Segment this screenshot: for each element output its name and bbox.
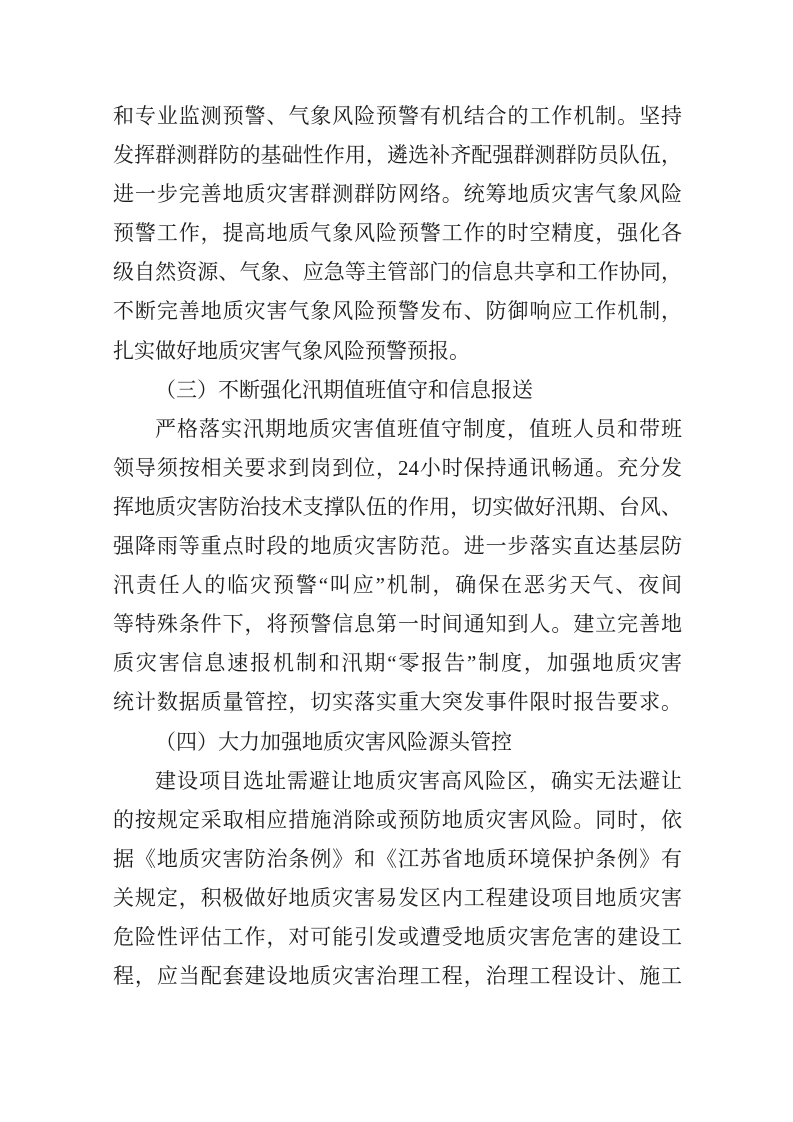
- text-line: 质灾害信息速报机制和汛期“零报告”制度，加强地质灾害: [113, 651, 682, 676]
- text-line: 挥地质灾害防治技术支撑队伍的作用，切实做好汛期、台风、: [113, 494, 682, 519]
- text-line: 据《地质灾害防治条例》和《江苏省地质环境保护条例》有: [113, 846, 682, 871]
- text-line: 预警工作，提高地质气象风险预警工作的时空精度，强化各: [113, 221, 682, 246]
- text-line: 领导须按相关要求到岗到位，24小时保持通讯畅通。充分发: [113, 455, 682, 480]
- text-line: 扎实做好地质灾害气象风险预警预报。: [113, 338, 470, 363]
- text-line: 危险性评估工作，对可能引发或遭受地质灾害危害的建设工: [113, 924, 682, 949]
- text-line: 和专业监测预警、气象风险预警有机结合的工作机制。坚持: [113, 104, 682, 128]
- text-line: 建设项目选址需避让地质灾害高风险区，确实无法避让: [155, 768, 682, 793]
- text-line: 统计数据质量管控，切实落实重大突发事件限时报告要求。: [113, 690, 682, 715]
- text-line: 关规定，积极做好地质灾害易发区内工程建设项目地质灾害: [113, 885, 682, 910]
- text-line: 等特殊条件下，将预警信息第一时间通知到人。建立完善地: [113, 612, 682, 637]
- section-heading: （四）大力加强地质灾害风险源头管控: [155, 729, 512, 754]
- text-line: 汛责任人的临灾预警“叫应”机制，确保在恶劣天气、夜间: [113, 573, 682, 598]
- text-line: 发挥群测群防的基础性作用，遴选补齐配强群测群防员队伍，: [113, 143, 682, 168]
- text-line: 强降雨等重点时段的地质灾害防范。进一步落实直达基层防: [113, 534, 682, 559]
- text-line: 进一步完善地质灾害群测群防网络。统筹地质灾害气象风险: [113, 182, 682, 207]
- text-line: 严格落实汛期地质灾害值班值守制度，值班人员和带班: [155, 416, 682, 441]
- text-line: 级自然资源、气象、应急等主管部门的信息共享和工作协同，: [113, 260, 682, 285]
- text-line: 的按规定采取相应措施消除或预防地质灾害风险。同时，依: [113, 807, 682, 832]
- text-line: 不断完善地质灾害气象风险预警发布、防御响应工作机制，: [113, 299, 682, 324]
- document-text-block: [113, 97, 682, 996]
- section-heading: （三）不断强化汛期值班值守和信息报送: [155, 377, 533, 402]
- text-line: 程，应当配套建设地质灾害治理工程，治理工程设计、施工: [113, 964, 682, 989]
